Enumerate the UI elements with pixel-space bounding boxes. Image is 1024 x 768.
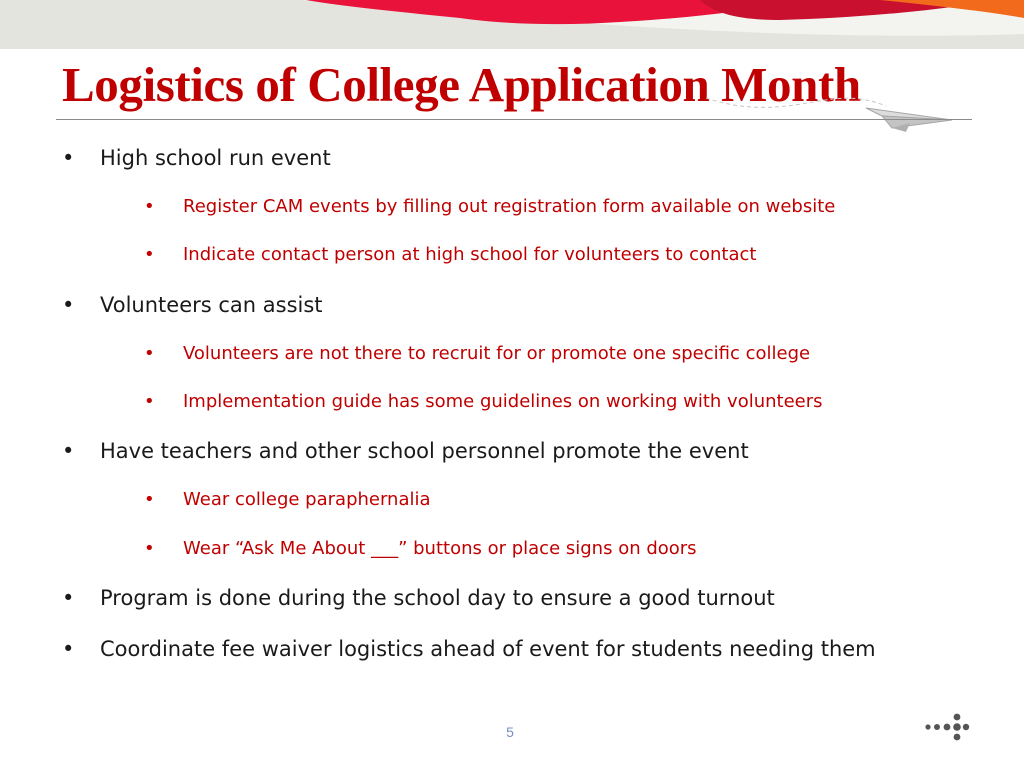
bullet-text: Wear “Ask Me About ___” buttons or place signs on doors (183, 538, 697, 559)
bullet-dot-icon: • (62, 637, 75, 661)
bullet-item (62, 637, 962, 667)
sub-bullet-item (144, 343, 1024, 373)
bullet-item (62, 586, 962, 616)
bullet-text: Coordinate fee waiver logistics ahead of event for students needing them (100, 637, 876, 661)
sub-bullet-item (144, 489, 1024, 519)
sub-bullet-item (144, 391, 1024, 421)
bullet-text: Register CAM events by filling out registration form available on website (183, 196, 836, 217)
bullet-text: Program is done during the school day to ensure a good turnout (100, 586, 775, 610)
bullet-text: Implementation guide has some guidelines on working with volunteers (183, 391, 823, 412)
bullet-dot-icon: • (144, 391, 155, 412)
page-number: 5 (506, 724, 514, 740)
bullet-dot-icon: • (144, 489, 155, 510)
bullet-text: Volunteers are not there to recruit for or promote one specific college (183, 343, 811, 364)
bullet-text: Have teachers and other school personnel promote the event (100, 439, 749, 463)
bullet-item (62, 293, 962, 323)
dots-arrow-logo-icon (922, 712, 970, 742)
bullet-text: Indicate contact person at high school for volunteers to contact (183, 244, 757, 265)
bullet-text: Volunteers can assist (100, 293, 323, 317)
bullet-dot-icon: • (144, 244, 155, 265)
bullet-text: Wear college paraphernalia (183, 489, 431, 510)
sub-bullet-item (144, 244, 1024, 274)
bullet-item (62, 146, 962, 176)
bullet-item (62, 439, 962, 469)
bullet-dot-icon: • (144, 196, 155, 217)
sub-bullet-item (144, 538, 1024, 568)
bullet-dot-icon: • (144, 343, 155, 364)
bullet-dot-icon: • (62, 586, 75, 610)
bullet-dot-icon: • (62, 146, 75, 170)
bullet-dot-icon: • (62, 439, 75, 463)
slide-title: Logistics of College Application Month (62, 57, 861, 112)
bullet-dot-icon: • (144, 538, 155, 559)
sub-bullet-item (144, 196, 1024, 226)
bullet-text: High school run event (100, 146, 331, 170)
bullet-dot-icon: • (62, 293, 75, 317)
